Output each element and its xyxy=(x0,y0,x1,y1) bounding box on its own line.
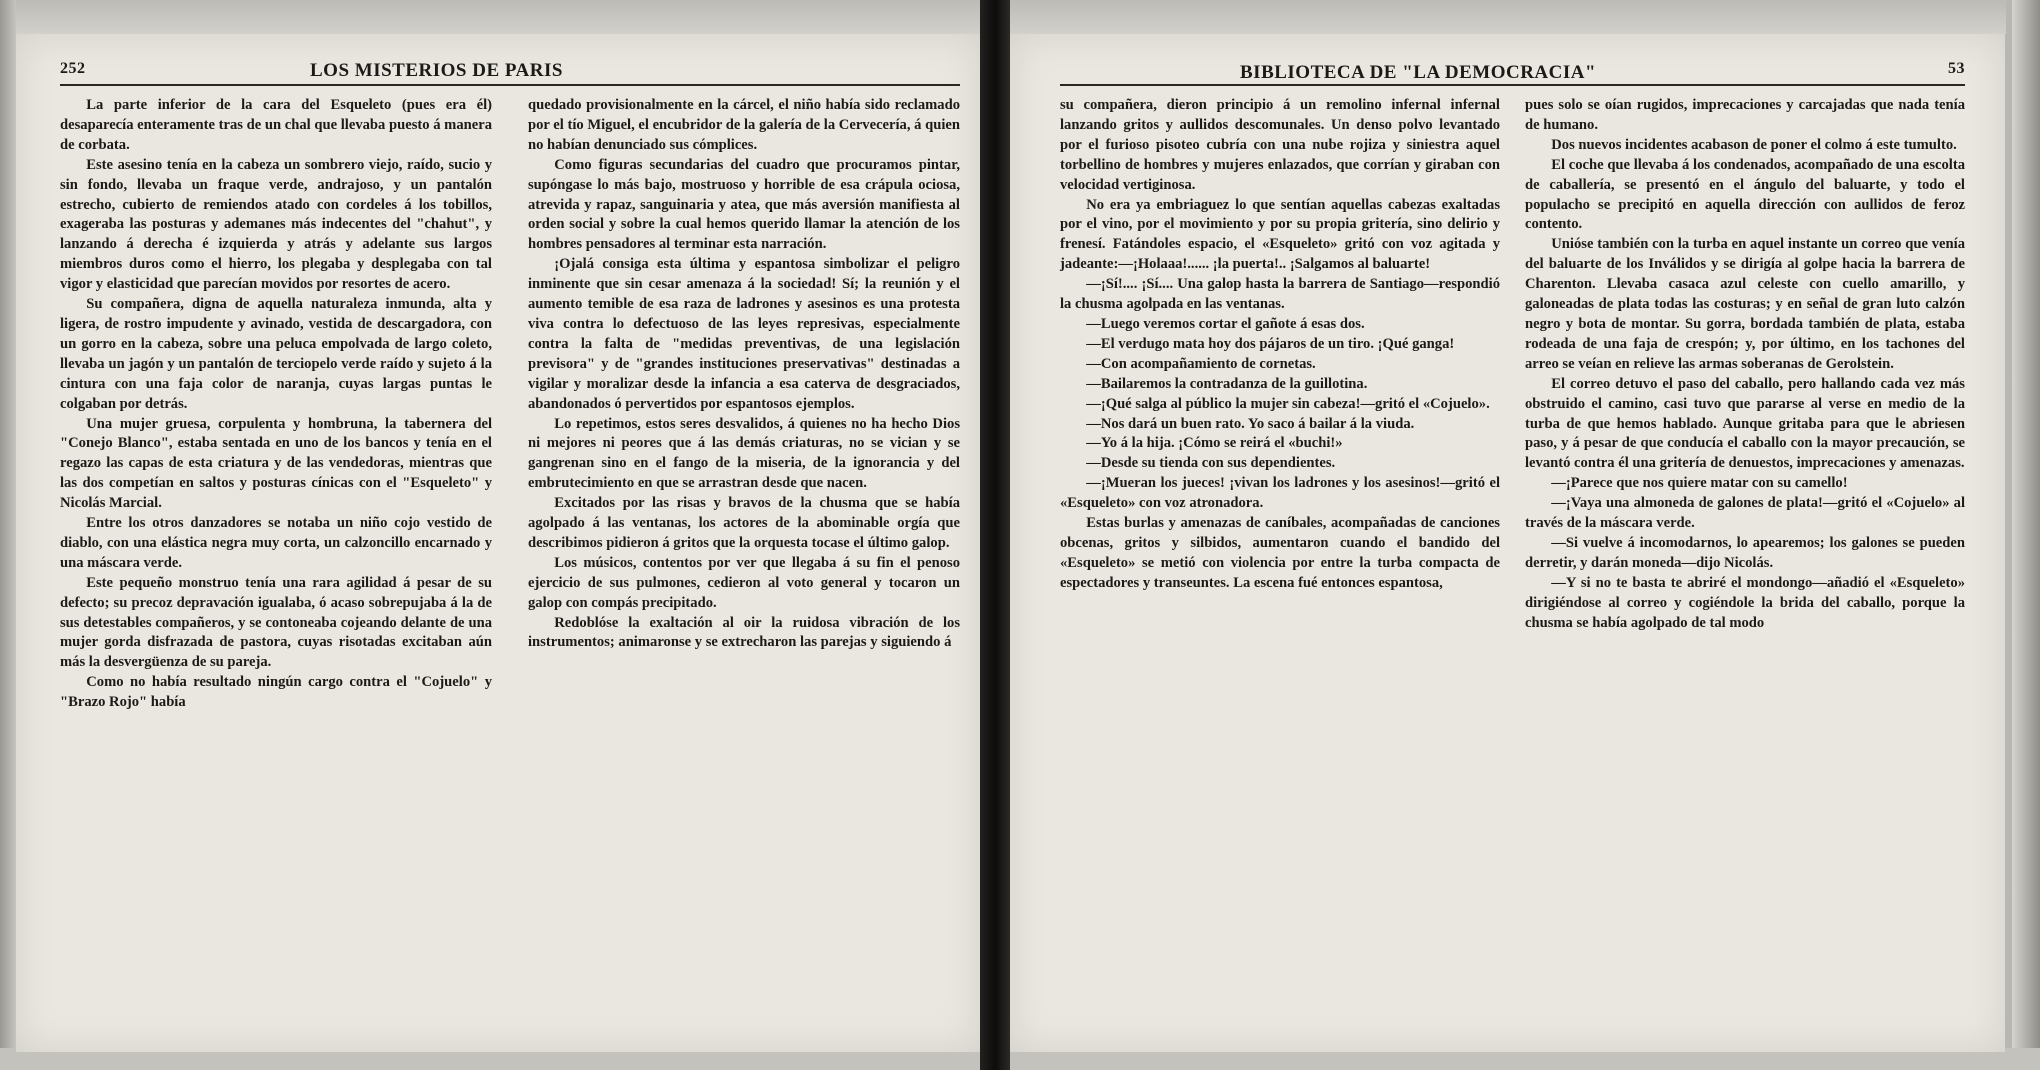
book-gutter xyxy=(980,0,1010,1070)
paragraph: Como no había resultado ningún cargo contra el "Cojuelo" y "Brazo Rojo" había xyxy=(60,674,492,711)
paragraph: La parte inferior de la cara del Esqueleto (pues era él) desaparecía enteramente tras de un chal que llevaba puesto á manera de corbata. xyxy=(60,97,492,153)
paragraph-continued: su compañera, dieron principio á un remolino infernal infernal lanzando gritos y aullidos descomunales. Un denso polvo levantado por el furioso pisoteo cubría con una nube rojiza y siniestra aquel torbellino de hombres y mujeres enlazados, que corrían y giraban con velocidad vertiginosa. xyxy=(1060,97,1500,193)
left-page-column-1 xyxy=(60,96,492,713)
right-page-column-2 xyxy=(1525,96,1965,633)
paragraph: —¡Sí!.... ¡Sí.... Una galop hasta la barrera de Santiago—respondió la chusma agolpada en las ventanas. xyxy=(1060,276,1500,313)
right-running-head xyxy=(1060,60,1965,86)
left-folio: 252 xyxy=(60,60,86,77)
left-running-title: LOS MISTERIOS DE PARIS xyxy=(310,60,563,81)
right-folio: 53 xyxy=(1948,60,1965,77)
paragraph: —¡Mueran los jueces! ¡vivan los ladrones y los asesinos!—gritó el «Esqueleto» con voz atronadora. xyxy=(1060,475,1500,512)
paragraph: Entre los otros danzadores se notaba un niño cojo vestido de diablo, con una elástica negra muy corta, un calzoncillo encarnado y una máscara verde. xyxy=(60,515,492,571)
paragraph: —¡Parece que nos quiere matar con su camello! xyxy=(1551,475,1848,492)
paragraph: Como figuras secundarias del cuadro que procuramos pintar, supóngase lo más bajo, mostruoso y horrible de esa crápula ociosa, atrevida y rapaz, sanguinaria y atea, que más aversión manifiesta al orden social y sobre la cual hemos querido llamar la atención de los hombres pensadores al terminar esta narración. xyxy=(528,156,960,253)
paragraph: ¡Ojalá consiga esta última y espantosa simbolizar el peligro inminente que sin cesar amenaza á la sociedad! Sí; la reunión y el aumento temible de esa raza de ladrones y asesinos es una protesta viva contra lo defectuoso de las leyes represivas, especialmente contra la falta de "medidas preventivas, de una legislación previsora" y de "grandes instituciones preservativas" destinadas a vigilar y moralizar desde la infancia a esa caterva de desgraciados, abandonados ó pervertidos por espantosos ejemplos. xyxy=(528,256,960,412)
scan-left-edge xyxy=(0,0,16,1070)
paragraph: —Desde su tienda con sus dependientes. xyxy=(1086,455,1336,472)
left-running-head xyxy=(60,60,960,86)
paragraph: Unióse también con la turba en aquel instante un correo que venía del baluarte de los Inválidos y se dirigía al golpe hacia la barrera de Charenton. Llevaba casaca azul celeste con cuello amarillo, y galoneadas de plata todas las costuras; y en señal de gran luto calzón negro y bota de montar. Su gorra, bordada también de plata, estaba rodeada de una faja de crespón; y, por último, en los tachones del arreo se veían en relieve las armas soberanas de Gerolstein. xyxy=(1525,236,1965,372)
paragraph: —Nos dará un buen rato. Yo saco á bailar á la viuda. xyxy=(1086,415,1415,432)
paragraph: —Bailaremos la contradanza de la guillotina. xyxy=(1086,375,1368,392)
paragraph: Este asesino tenía en la cabeza un sombrero viejo, raído, sucio y sin fondo, llevaba un fraque verde, andrajoso, y un pantalón estrecho, cubierto de remiendos atado con cordeles á los tobillos, exageraba las posturas y ademanes más indecentes del "chahut", y lanzando á derecha é izquierda y atrás y adelante sus largos miembros duros como el hierro, los plegaba y desplegaba con tal vigor y elasticidad que parecían movidos por resortes de acero. xyxy=(60,156,492,293)
paragraph: Dos nuevos incidentes acabason de poner el colmo á este tumulto. xyxy=(1551,136,1957,153)
paragraph: Los músicos, contentos por ver que llegaba á su fin el penoso ejercicio de sus pulmones, cedieron al voto general y tocaron un galop con compás precipitado. xyxy=(528,554,960,611)
left-page-column-2 xyxy=(528,96,960,653)
paragraph: Estas burlas y amenazas de caníbales, acompañadas de canciones obcenas, gritos y silbidos, aumentaron cuando el bandido del «Esqueleto» se metió con violencia por entre la turba compacta de espectadores y transeuntes. La escena fué entonces espantosa, xyxy=(1060,515,1500,591)
scan-top-margin xyxy=(16,0,2006,34)
paragraph-continued: quedado provisionalmente en la cárcel, el niño había sido reclamado por el tío Miguel, el encubridor de la galería de la Cervecería, á quien no habían denunciado sus cómplices. xyxy=(528,97,960,153)
paragraph: No era ya embriaguez lo que sentían aquellas cabezas exaltadas por el vino, por el movimiento y por su propia gritería, sino delirio y frenesí. Fatándoles espacio, el «Esqueleto» gritó con voz agitada y jadeante:—¡Holaaa!...... ¡la puerta!.. ¡Salgamos al baluarte! xyxy=(1060,196,1500,273)
paragraph: Redoblóse la exaltación al oir la ruidosa vibración de los instrumentos; animaronse y se extrecharon las parejas y siguiendo á xyxy=(528,614,960,651)
paragraph-continued: pues solo se oían rugidos, imprecaciones y carcajadas que nada tenía de humano. xyxy=(1525,97,1965,133)
paragraph: —Luego veremos cortar el gañote á esas dos. xyxy=(1086,315,1365,332)
paragraph: —¡Qué salga al público la mujer sin cabeza!—gritó el «Cojuelo». xyxy=(1086,395,1490,412)
right-running-title: BIBLIOTECA DE "LA DEMOCRACIA" xyxy=(1240,62,1597,83)
paragraph: —¡Vaya una almoneda de galones de plata!—gritó el «Cojuelo» al través de la máscara verde. xyxy=(1525,495,1965,532)
paragraph: Excitados por las risas y bravos de la chusma que se había agolpado á las ventanas, los actores de la abominable orgía que describimos pidieron á gritos que la orquesta tocase el último galop. xyxy=(528,495,960,551)
paragraph: —Yo á la hija. ¡Cómo se reirá el «buchi!» xyxy=(1086,435,1343,452)
paragraph: Este pequeño monstruo tenía una rara agilidad á pesar de su defecto; su precoz depravación igualaba, ó acaso sobrepujaba á la de sus detestables compañeros, y se contoneaba cojeando delante de una mujer gorda disfrazada de pastora, cuyas risotadas excitaban aún más la desvergüenza de su pareja. xyxy=(60,574,492,671)
paragraph: El coche que llevaba á los condenados, acompañado de una escolta de caballería, se presentó en el ángulo del baluarte, y todo el populacho se precipitó en aquella dirección con aullidos de feroz contento. xyxy=(1525,156,1965,233)
paragraph: Su compañera, digna de aquella naturaleza inmunda, alta y ligera, de rostro impudente y avinado, vestida de descargadora, con un gorro en la cabeza, sobre una peluca empolvada de largo coleto, llevaba un jagón y un pantalón de terciopelo verde raído y sujeto á la cintura con una faja color de naranja, cuyas largas puntas le colgaban por detrás. xyxy=(60,296,492,412)
paragraph: El correo detuvo el paso del caballo, pero hallando cada vez más obstruido el camino, casi tuvo que pararse al verse en medio de la turba de que hemos hablado. Aunque gritaba para que le abriesen paso, y á pesar de que conducía el caballo con la mayor precaución, se levantó contra él una gritería de denuestos, imprecaciones y amenazas. xyxy=(1525,375,1965,472)
scan-right-edge xyxy=(2012,0,2040,1070)
paragraph: —Con acompañamiento de cornetas. xyxy=(1086,355,1316,372)
paragraph: —Y si no te basta te abriré el mondongo—añadió el «Esqueleto» dirigiéndose al correo y cogiéndole la brida del caballo, porque la chusma se había agolpado de tal modo xyxy=(1525,574,1965,631)
right-page-column-1 xyxy=(1060,96,1500,594)
paragraph: Lo repetimos, estos seres desvalidos, á quienes no ha hecho Dios ni mejores ni peores que á las demás criaturas, no se vician y se gangrenan sino en el fango de la miseria, de la ignorancia y del embrutecimiento en que se arrastran desde que nacen. xyxy=(528,415,960,492)
paragraph: Una mujer gruesa, corpulenta y hombruna, la tabernera del "Conejo Blanco", estaba sentada en uno de los bancos y tenía en el regazo las capas de esta criatura y de las vendedoras, mientras que las dos competían en saltos y posturas cínicas con el "Esqueleto" y Nicolás Marcial. xyxy=(60,415,492,512)
paragraph: —El verdugo mata hoy dos pájaros de un tiro. ¡Qué ganga! xyxy=(1086,335,1455,352)
paragraph: —Si vuelve á incomodarnos, lo apearemos; los galones se pueden derretir, y darán moneda—dijo Nicolás. xyxy=(1525,534,1965,571)
